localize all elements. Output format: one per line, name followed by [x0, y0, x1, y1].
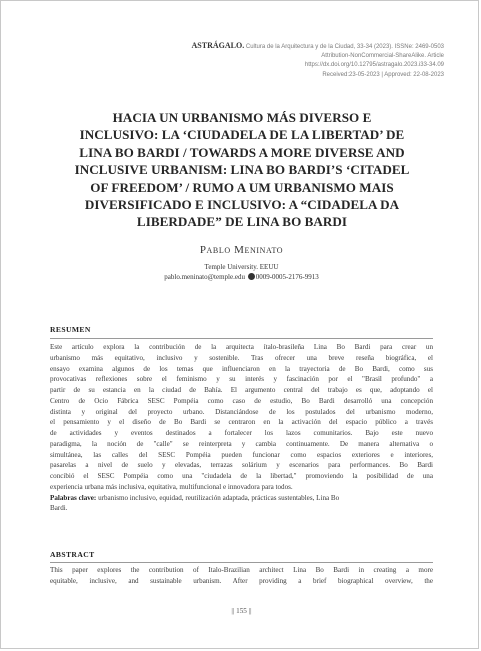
abstract-rule	[50, 562, 433, 563]
abstract-line: equitable, inclusive, and sustainable urbanism. After providing a brief biographical overview, the	[50, 576, 433, 585]
journal-name: ASTRÁGALO.	[191, 41, 245, 50]
title-line: OF FREEDOM’ / RUMO A UM URBANISMO MAIS	[90, 179, 394, 195]
resumen-heading: RESUMEN	[50, 325, 91, 334]
title-line: DIVERSIFICADO E INCLUSIVO: A “CIDADELA DA	[84, 197, 400, 213]
title-line: INCLUSIVO: LA ‘CIUDADELA DE LA LIBERTAD’ DE	[79, 127, 405, 143]
abstract-body	[50, 565, 433, 587]
resumen-line: Este artículo explora la contribución de la arquitecta ítalo-brasileña Lina Bo Bardi para crear un	[50, 343, 433, 351]
resumen-line: distinta y original del proyecto urbano. Distanciándose de los postulados del urbanismo moderno,	[50, 407, 433, 416]
keywords-label: Palabras clave:	[50, 493, 97, 502]
resumen-line: experiencia urbana más inclusiva, equitativa, multifuncional e innovadora para todos.	[50, 482, 293, 491]
orcid-icon[interactable]	[248, 273, 255, 280]
abstract-heading: ABSTRACT	[50, 550, 95, 559]
journal-header	[104, 41, 444, 80]
abstract-line: This paper explores the contribution of Italo-Brazilian architect Lina Bo Bardi in creating a more	[50, 566, 433, 574]
affiliation: Temple University. EEUU	[204, 263, 279, 271]
title-line: INCLUSIVE URBANISM: LINA BO BARDI’S ‘CITADEL	[74, 162, 410, 178]
resumen-rule	[50, 338, 433, 339]
license-line: Attribution-NonCommercial-ShareAlike. Article	[321, 53, 444, 60]
title-line: LIBERDADE” DE LINA BO BARDI	[136, 214, 348, 230]
resumen-line: urbanismo más equitativo, inclusivo y sostenible. Tras ofrecer una breve reseña biográfica, el	[50, 353, 433, 362]
resumen-line: paradigma, la noción de "calle" se reinterpreta y cambia continuamente. De manera alternativa o	[50, 439, 433, 448]
journal-details: Cultura de la Arquitectura y de la Ciudad, 33-34 (2023). ISSNe: 2469-0503	[244, 44, 444, 50]
page-number: || 155 ||	[231, 607, 252, 615]
author-affiliation-block	[1, 263, 481, 282]
resumen-line: concibió el SESC Pompéia como una "ciudadela de la libertad," promoviendo la posibilidad de una	[50, 472, 433, 480]
keywords-line-2: Bardi.	[50, 504, 68, 513]
resumen-line: el pensamiento y el diseño de Bo Bardi se centraron en la activación del espacio público a través	[50, 418, 433, 427]
author-name: Pablo Meninato	[199, 244, 284, 256]
email-link[interactable]: pablo.meninato@temple.edu	[164, 272, 245, 281]
resumen-line: Centro de Ocio Fábrica SESC Pompéia como caso de estudio, Bo Bardi desarrolló una concepción	[50, 396, 433, 405]
resumen-line: simultánea, las calles del SESC Pompéia pueden funcionar como espacios exteriores e interiores,	[50, 450, 433, 459]
orcid-id[interactable]: 0009-0005-2176-9913	[255, 272, 319, 281]
keywords-line	[50, 493, 433, 504]
doi-link[interactable]: https://dx.doi.org/10.12795/astragalo.2023.i33-34.09	[304, 62, 444, 69]
resumen-body	[50, 342, 433, 514]
title-line: HACIA UN URBANISMO MÁS DIVERSO E	[112, 110, 372, 125]
resumen-line: partir de su estancia en la ciudad de Bahía. El argumento central del trabajo es que, adoptando el	[50, 386, 433, 394]
keywords: urbanismo inclusivo, equidad, reutilización adaptada, prácticas sustentables, Lina Bo	[96, 493, 340, 502]
article-title	[53, 109, 431, 231]
dates-line: Received:23-05-2023 | Approved: 22-08-2023	[322, 71, 444, 78]
resumen-line: de actividades y eventos destinados a fortalecer los lazos comunitarios. Bajo este nuevo	[50, 429, 433, 437]
resumen-line: ensayo examina algunos de los temas que influenciaron en la trayectoria de Bo Bardi, como sus	[50, 364, 433, 373]
resumen-line: provocativas reflexiones sobre el feminismo y su interés y fascinación por el "Brasil profundo" a	[50, 375, 433, 384]
title-line: LINA BO BARDI / TOWARDS A MORE DIVERSE AND	[79, 144, 405, 160]
resumen-line: pasarelas a nivel de suelo y elevadas, terrazas solárium y escenarios para performances. Bo Bardi	[50, 461, 433, 470]
